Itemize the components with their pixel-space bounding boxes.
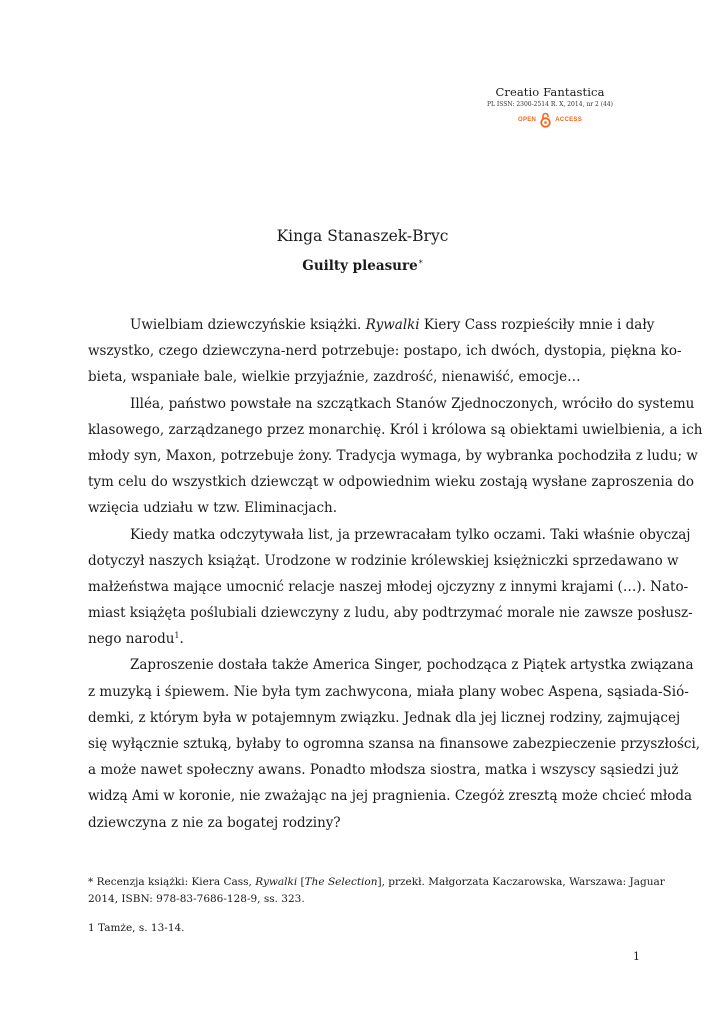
journal-name: Creatio Fantastica (495, 85, 605, 99)
body-line: młody syn, Maxon, potrzebuje żony. Tradycja wymaga, by wybranka pochodziła z ludu; w (88, 447, 698, 464)
book-title-italic: Rywalki (365, 317, 420, 333)
footnote-review-line: 2014, ISBN: 978-83-7686-128-9, ss. 323. (88, 893, 305, 905)
body-line: wszystko, czego dziewczyna-nerd potrzebuje: postapo, ich dwóch, dystopia, piękna ko- (88, 343, 682, 360)
author-name: Kinga Stanaszek-Bryc (276, 227, 449, 245)
body-line: nego narodu$^1$. (88, 631, 184, 648)
body-line: Illéa, państwo powstałe na szczątkach Stanów Zjednoczonych, wróciło do systemu (130, 395, 695, 412)
body-line: Zaproszenie dostała także America Singer, pochodząca z Piątek artystka związana (130, 657, 694, 674)
article-body (88, 312, 703, 836)
body-line: a może nawet społeczny awans. Ponadto młodsza siostra, matka i wszyscy sąsiedzi już (88, 762, 679, 779)
journal-issn: PL ISSN: 2300-2514 R. X, 2014, nr 2 (44) (486, 101, 614, 108)
body-line: klasowego, zarządzanego przez monarchię. Król i królowa są obiektami uwielbienia, a ich (88, 421, 703, 438)
body-line: miast książęta poślubiali dziewczyny z ludu, aby podtrzymać morale nie zawsze posłusz- (88, 605, 693, 622)
title-text: Guilty pleasure (302, 258, 418, 274)
body-line: się wyłącznie sztuką, byłaby to ogromna szansa na finansowe zabezpieczenie przyszłości, (88, 736, 701, 752)
footnotes (88, 874, 665, 937)
article-title (0, 256, 725, 276)
body-line: widzą Ami w koronie, nie zważając na jej pragnienia. Czegóż zresztą może chcieć młoda (88, 788, 693, 805)
body-line: wzięcia udziału w tzw. Eliminacjach. (88, 500, 337, 517)
footnote-1: 1 Tamże, s. 13-14. (88, 922, 185, 934)
body-line: dziewczyna z nie za bogatej rodziny? (88, 814, 341, 831)
journal-header (470, 85, 630, 128)
title-footnote-mark: * (418, 259, 423, 268)
body-line: dotyczył naszych książąt. Urodzone w rodzinie królewskiej księżniczki sprzedawano w (88, 552, 679, 569)
access-label: ACCESS (555, 117, 583, 123)
page-number: 1 (633, 950, 640, 963)
footnote-ref-1: 1 (174, 631, 180, 641)
open-label: OPEN (517, 117, 537, 123)
body-line: Kiedy matka odczytywała list, ja przewracałam tylko oczami. Taki właśnie obyczaj (130, 526, 691, 543)
open-lock-icon (540, 112, 551, 128)
body-line: tym celu do wszystkich dziewcząt w odpowiednim wieku zostają wysłane zaproszenia do (88, 474, 694, 491)
open-access-logo (470, 112, 630, 128)
body-line: bieta, wspaniałe bale, wielkie przyjaźnie, zazdrość, nienawiść, emocje… (88, 369, 581, 386)
body-line: z muzyką i śpiewem. Nie była tym zachwycona, miała plany wobec Aspena, sąsiada-Sió- (88, 683, 689, 700)
body-line: Uwielbiam dziewczyńskie książki. Rywalki Kiery Cass rozpieściły mnie i dały (130, 317, 655, 333)
footnote-review-line: * Recenzja książki: Kiera Cass, Rywalki [The Selection], przekł. Małgorzata Kaczarowska, Warszawa: Jaguar (88, 876, 665, 888)
body-line: małżeństwa mające umocnić relacje naszej młodej ojczyzny z innymi krajami (…). Nato- (88, 578, 689, 595)
body-line: demki, z którym była w potajemnym związku. Jednak dla jej licznej rodziny, zajmującej (88, 709, 681, 726)
